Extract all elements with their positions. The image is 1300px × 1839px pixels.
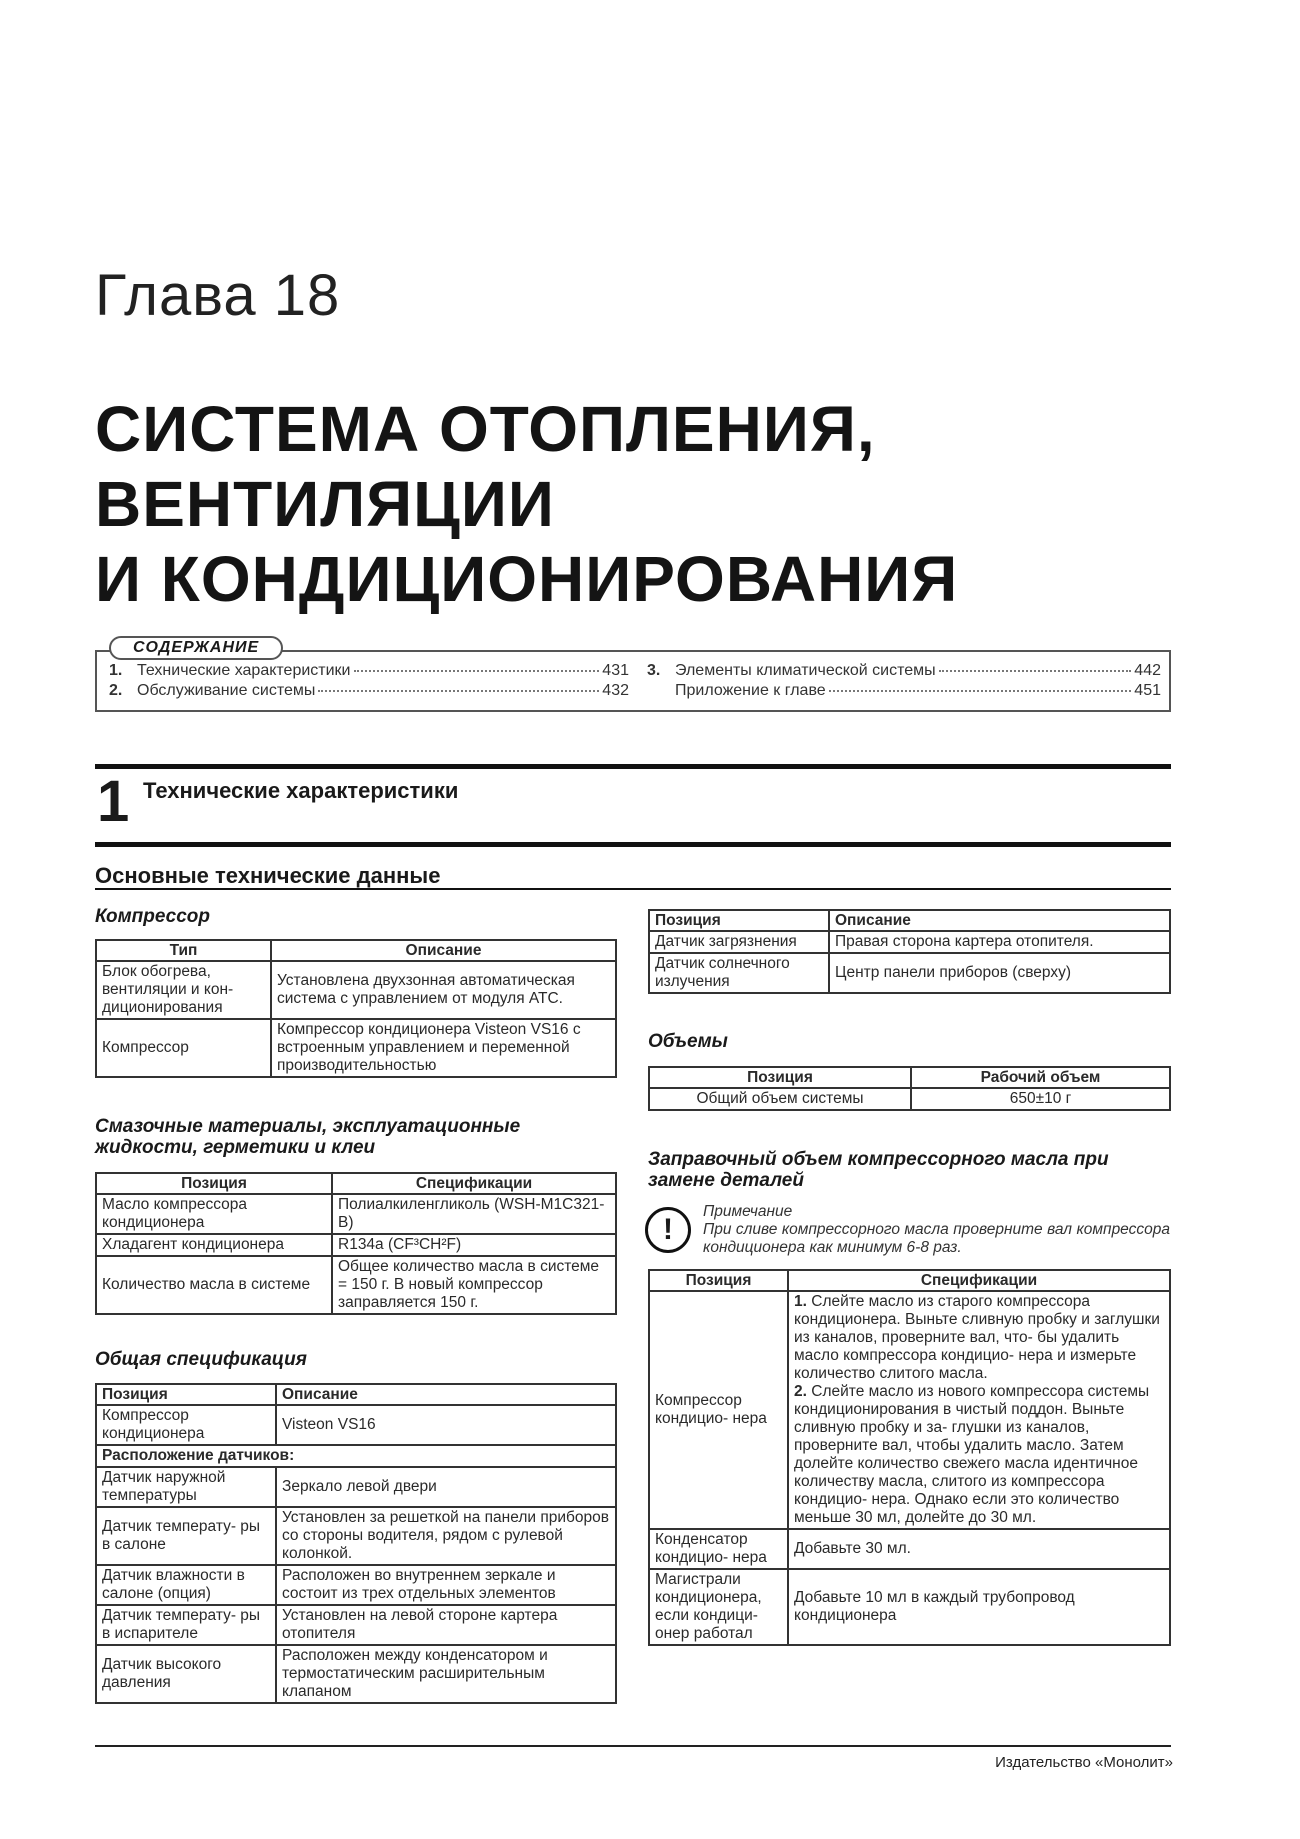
table-cell: Магистрали кондиционера, если кондици- онер работал: [649, 1569, 788, 1645]
exclamation-icon: !: [645, 1207, 691, 1253]
note-text: При сливе компрессорного масла проверните вал компрессора кондиционера как минимум 6-8 раз.: [703, 1221, 1170, 1256]
toc-entry-title: Приложение к главе: [675, 682, 826, 699]
table-cell: Общее количество масла в системе = 150 г. В новый компрессор заправляется 150 г.: [332, 1256, 616, 1314]
table-cell: Датчик наружной температуры: [96, 1467, 276, 1507]
column-header: Позиция: [649, 910, 829, 931]
column-header: Описание: [276, 1384, 616, 1405]
note-label: Примечание: [703, 1203, 793, 1220]
volumes-heading: Объемы: [648, 1031, 728, 1052]
table-cell: Компрессор кондиционера: [96, 1405, 276, 1445]
table-row: [96, 1467, 616, 1507]
table-cell: Расположен между конденсатором и термостатическим расширительным клапаном: [276, 1645, 616, 1703]
toc-entry[interactable]: [647, 682, 1161, 702]
section-top-rule: [95, 764, 1171, 769]
table-cell: Хладагент кондиционера: [96, 1234, 332, 1256]
toc-leader: [829, 690, 1132, 692]
table-cell: Полиалкиленгликоль (WSH-M1C321-B): [332, 1194, 616, 1234]
table-header-row: [649, 910, 1170, 931]
table-cell: Общий объем системы: [649, 1088, 911, 1110]
table-row: [649, 931, 1170, 953]
table-row: [96, 961, 616, 1019]
column-header: Описание: [829, 910, 1170, 931]
step-number: 2.: [794, 1383, 807, 1400]
table-cell: Установлена двухзонная автоматическая система с управлением от модуля АТС.: [271, 961, 616, 1019]
chapter-label: Глава 18: [95, 263, 341, 328]
toc-entry-number: 1.: [109, 662, 123, 679]
column-header: Спецификации: [788, 1270, 1170, 1291]
footer-rule: [95, 1745, 1171, 1747]
table-cell: Датчик температу- ры в салоне: [96, 1507, 276, 1565]
table-row: [96, 1194, 616, 1234]
table-cell: [788, 1291, 1170, 1529]
lubricants-heading: Смазочные материалы, эксплуатационные жидкости, герметики и клеи: [95, 1116, 521, 1158]
table-row: [96, 1645, 616, 1703]
table-header-row: [96, 1384, 616, 1405]
table-cell: Датчик загрязнения: [649, 931, 829, 953]
table-cell: Центр панели приборов (сверху): [829, 953, 1170, 993]
column-header: Позиция: [649, 1270, 788, 1291]
table-cell: Датчик высокого давления: [96, 1645, 276, 1703]
table-cell: Датчик влажности в салоне (опция): [96, 1565, 276, 1605]
table-row: [96, 1445, 616, 1467]
table-header-row: [96, 940, 616, 961]
table-cell: Количество масла в системе: [96, 1256, 332, 1314]
general-spec-heading: Общая спецификация: [95, 1349, 307, 1370]
table-cell: R134a (CF³CH²F): [332, 1234, 616, 1256]
volumes-table: [648, 1066, 1171, 1111]
chapter-title-line: ВЕНТИЛЯЦИИ: [95, 468, 555, 540]
table-cell: Добавьте 30 мл.: [788, 1529, 1170, 1569]
table-header-row: [96, 1173, 616, 1194]
table-cell: Установлен за решеткой на панели приборов со стороны водителя, рядом с рулевой колонкой.: [276, 1507, 616, 1565]
toc-leader: [354, 670, 600, 672]
toc-leader: [318, 690, 599, 692]
toc-entry-title: Элементы климатической системы: [675, 662, 936, 679]
table-group-header: Расположение датчиков:: [96, 1445, 616, 1467]
oil-refill-table: [648, 1269, 1171, 1646]
toc-entry-number: 2.: [109, 682, 123, 699]
toc-entry[interactable]: [647, 662, 1161, 682]
toc-column-left: [109, 662, 629, 702]
table-header-row: [649, 1067, 1170, 1088]
toc-entry-number: 3.: [647, 662, 661, 679]
toc-entry-page: 451: [1134, 682, 1161, 699]
step-text: Слейте масло из нового компрессора системы кондиционирования в чистый поддон. Выньте сливную пробку и за- глушки из каналов, проверните вал, чтобы удалить масло. Затем долейте количество свежего масла идентичное количеству масла, слитого из компрессора кондицио- нера. Однако если это количество меньше 30 мл, долейте до 30 мл.: [794, 1383, 1150, 1526]
table-row: [649, 953, 1170, 993]
chapter-title: [95, 392, 958, 617]
table-cell: Датчик солнечного излучения: [649, 953, 829, 993]
toc-entry-title: Технические характеристики: [137, 662, 351, 679]
chapter-title-line: И КОНДИЦИОНИРОВАНИЯ: [95, 543, 959, 615]
toc-entry[interactable]: [109, 682, 629, 702]
table-cell: Установлен на левой стороне картера отопителя: [276, 1605, 616, 1645]
table-row: [96, 1256, 616, 1314]
step-paragraph: [794, 1293, 1164, 1383]
column-header: Позиция: [96, 1173, 332, 1194]
table-row: [96, 1019, 616, 1077]
note-callout: [645, 1203, 1170, 1255]
table-header-row: [649, 1270, 1170, 1291]
oil-refill-heading: Заправочный объем компрессорного масла при замене деталей: [648, 1149, 1109, 1191]
table-row: [649, 1529, 1170, 1569]
toc-label: СОДЕРЖАНИЕ: [109, 636, 283, 660]
section-title: Технические характеристики: [143, 778, 459, 803]
table-cell: Конденсатор кондицио- нера: [649, 1529, 788, 1569]
step-paragraph: [794, 1383, 1164, 1527]
table-cell: Компрессор кондицио- нера: [649, 1291, 788, 1529]
sensor-location-table: [648, 909, 1171, 994]
table-row: [649, 1291, 1170, 1529]
table-cell: Зеркало левой двери: [276, 1467, 616, 1507]
table-cell: Масло компрессора кондиционера: [96, 1194, 332, 1234]
column-header: Спецификации: [332, 1173, 616, 1194]
toc-entry-title: Обслуживание системы: [137, 682, 316, 699]
table-row: [96, 1234, 616, 1256]
lubricants-table: [95, 1172, 617, 1315]
table-cell: Правая сторона картера отопителя.: [829, 931, 1170, 953]
table-row: [649, 1569, 1170, 1645]
column-header: Рабочий объем: [911, 1067, 1170, 1088]
table-cell: Блок обогрева, вентиляции и кон- диционирования: [96, 961, 271, 1019]
table-cell: 650±10 г: [911, 1088, 1170, 1110]
chapter-title-line: СИСТЕМА ОТОПЛЕНИЯ,: [95, 393, 876, 465]
table-row: [96, 1605, 616, 1645]
table-cell: Расположен во внутреннем зеркале и состоит из трех отдельных элементов: [276, 1565, 616, 1605]
general-spec-table: [95, 1383, 617, 1704]
table-row: [96, 1565, 616, 1605]
table-cell: Добавьте 10 мл в каждый трубопровод кондиционера: [788, 1569, 1170, 1645]
step-text: Слейте масло из старого компрессора кондиционера. Выньте сливную пробку и заглушки из каналов, проверните вал, что- бы удалить масло компрессора кондицио- нера и измерьте количество слитого масла.: [794, 1293, 1160, 1382]
table-row: [96, 1405, 616, 1445]
column-header: Позиция: [649, 1067, 911, 1088]
table-cell: Датчик температу- ры в испарителе: [96, 1605, 276, 1645]
subsection-title: Основные технические данные: [95, 863, 441, 888]
table-cell: Компрессор кондиционера Visteon VS16 с встроенным управлением и переменной производительностью: [271, 1019, 616, 1077]
toc-entry[interactable]: [109, 662, 629, 682]
toc-entry-page: 442: [1134, 662, 1161, 679]
toc-entry-page: 432: [602, 682, 629, 699]
section-bottom-rule: [95, 842, 1171, 847]
table-of-contents: [95, 639, 1171, 712]
section-number: 1: [97, 769, 130, 834]
column-header: Тип: [96, 940, 271, 961]
compressor-heading: Компрессор: [95, 906, 210, 927]
toc-entry-page: 431: [602, 662, 629, 679]
compressor-table: [95, 939, 617, 1078]
table-row: [96, 1507, 616, 1565]
table-cell: Visteon VS16: [276, 1405, 616, 1445]
subsection-rule: [95, 888, 1171, 890]
toc-column-right: [647, 662, 1161, 702]
column-header: Описание: [271, 940, 616, 961]
step-number: 1.: [794, 1293, 807, 1310]
publisher-footer: Издательство «Монолит»: [995, 1754, 1173, 1771]
table-row: [649, 1088, 1170, 1110]
toc-leader: [939, 670, 1132, 672]
column-header: Позиция: [96, 1384, 276, 1405]
table-cell: Компрессор: [96, 1019, 271, 1077]
